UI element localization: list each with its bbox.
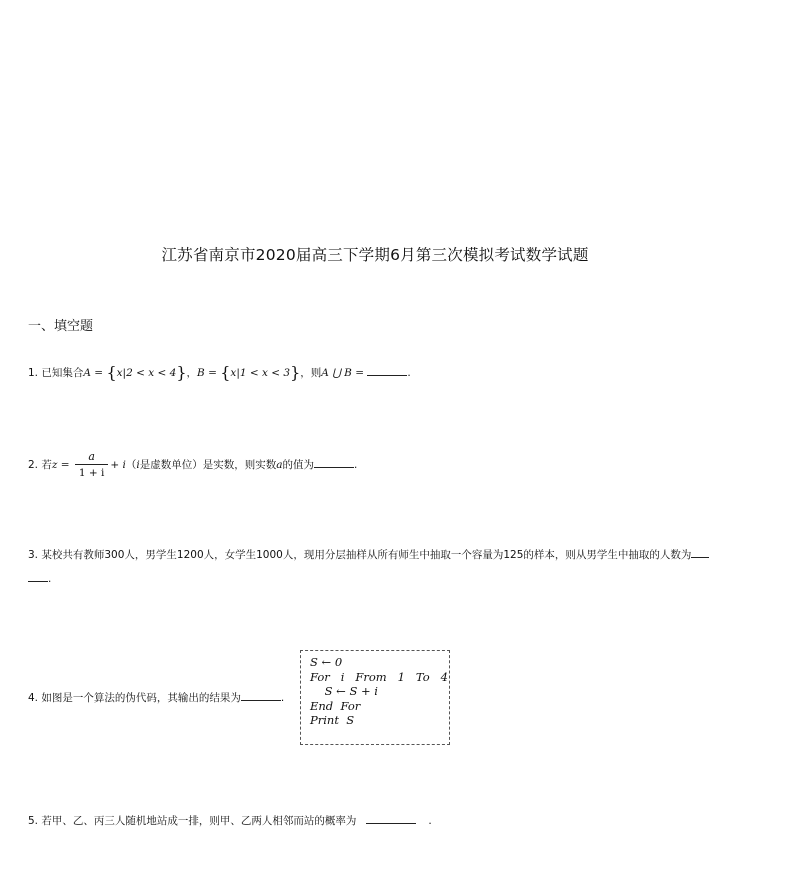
q3-answer-blank-2[interactable]: [28, 571, 48, 582]
q3-text: 3. 某校共有教师300人，男学生1200人，女学生1000人，现用分层抽样从所有师生中抽取一个容量为125的样本，则从男学生中抽取的人数为: [28, 549, 692, 561]
q1-separator: ，: [186, 367, 198, 379]
q1-set-b-var: B: [197, 367, 205, 379]
q5-text: 5. 若甲、乙、丙三人随机地站成一排，则甲、乙两人相邻而站的概率为: [28, 815, 357, 827]
q1-set-a-var: A: [83, 367, 91, 379]
q2-note-rest: 是虚数单位）是实数，则实数: [139, 459, 277, 471]
page-title: 江苏省南京市2020届高三下学期6月第三次模拟考试数学试题: [161, 246, 589, 264]
q2-note-i: i: [136, 459, 140, 471]
code-line-5: Print S: [310, 713, 355, 728]
question-4: [28, 690, 284, 705]
q4-end: .: [280, 692, 285, 704]
code-line-2: For i From 1 To 4: [310, 669, 448, 684]
q2-z: z: [51, 459, 58, 471]
section-heading: 一、填空题: [28, 319, 94, 334]
q1-brace-open-icon: {: [106, 363, 117, 382]
q5-end: .: [428, 815, 432, 827]
q4-text: 4. 如图是一个算法的伪代码，其输出的结果为: [28, 692, 241, 704]
q3-answer-blank-1[interactable]: [691, 547, 709, 558]
q2-note-open: （: [125, 459, 137, 471]
q1-eq-c: =: [351, 367, 368, 379]
q2-prefix: 若: [41, 459, 52, 471]
question-1: [28, 365, 411, 380]
q1-union: A ⋃ B: [321, 367, 352, 379]
q3-end: .: [48, 573, 52, 585]
q1-eq-a: =: [90, 367, 107, 379]
q2-fraction-numerator: a: [88, 450, 95, 463]
question-3-continuation: [28, 571, 51, 586]
q2-plus-i: + i: [110, 459, 126, 471]
question-5: [28, 813, 432, 828]
q1-prefix: 已知集合: [41, 367, 84, 379]
code-line-1: S ← 0: [310, 655, 343, 669]
q4-answer-blank[interactable]: [241, 690, 281, 701]
q1-answer-blank[interactable]: [367, 365, 407, 376]
q1-set-b-body: x|1 < x < 3: [230, 367, 291, 379]
code-line-4: End For: [310, 698, 361, 713]
q5-answer-blank[interactable]: [366, 813, 416, 824]
q2-eq: =: [57, 459, 73, 471]
q2-answer-blank[interactable]: [314, 457, 354, 468]
question-3: [28, 547, 728, 562]
q2-a: a: [276, 459, 283, 471]
q1-set-a-body: x|2 < x < 4: [116, 367, 177, 379]
q1-number: 1.: [28, 367, 42, 379]
q1-eq-b: =: [204, 367, 221, 379]
pseudocode-box: [300, 650, 450, 745]
q2-end: .: [354, 459, 358, 471]
q1-brace-open-b-icon: {: [220, 363, 231, 382]
code-line-3: S ← S + i: [310, 684, 378, 699]
q2-post: 的值为: [282, 459, 315, 471]
q1-then: ，则: [300, 367, 322, 379]
q1-end: .: [407, 367, 411, 379]
question-2: [28, 450, 357, 480]
q2-fraction-denominator: 1 + i: [75, 464, 109, 480]
q1-brace-close-b-icon: }: [290, 363, 301, 382]
q1-brace-close-icon: }: [176, 363, 187, 382]
q2-number: 2.: [28, 459, 42, 471]
q2-fraction: [75, 450, 109, 480]
